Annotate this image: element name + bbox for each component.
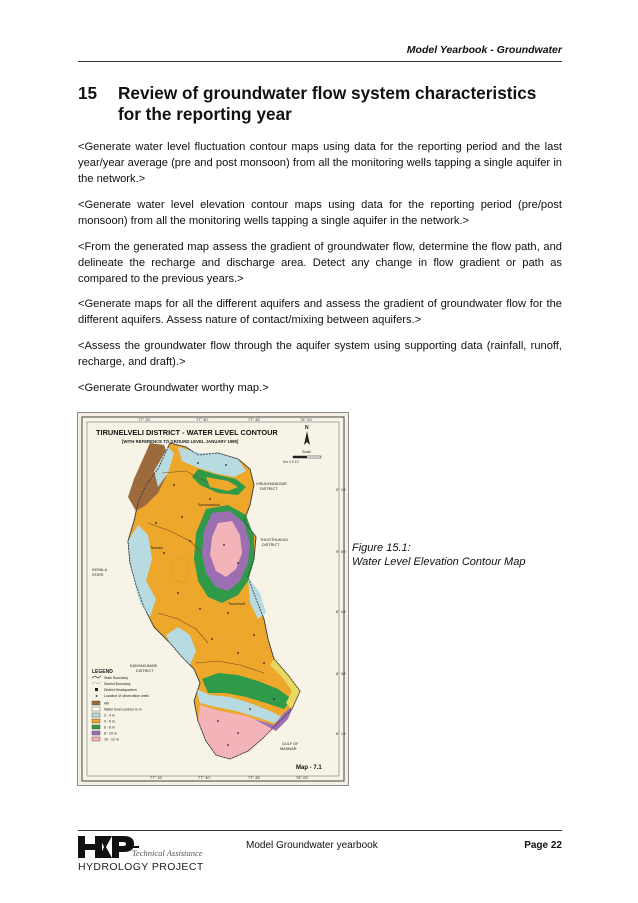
region-kerala-1: KERALA <box>92 568 107 572</box>
footer-rule <box>78 830 562 831</box>
contour-map-figure <box>77 412 349 786</box>
paragraph-4: <Generate maps for all the different aquifers and assess the gradient of groundwater flow for the different aquifers. Assess nature of contact/mixing between aquifers.> <box>78 298 562 326</box>
map-number-label: Map - 7.1 <box>296 765 322 771</box>
paragraph-6: <Generate Groundwater worthy map.> <box>78 382 269 394</box>
region-gulf-2: MANNAR <box>280 747 297 751</box>
region-kanyakumari-2: DISTRICT <box>136 669 154 673</box>
footer-document-title: Model Groundwater yearbook <box>246 840 378 851</box>
lon-top-2: 77° 30' <box>196 417 209 422</box>
region-gulf-1: GULF OF <box>282 742 299 746</box>
paragraph-2: <Generate water level elevation contour maps using data for the reporting period (pre/post monsoon) from all the monitoring wells tapping a single aquifer in the network.> <box>78 199 562 227</box>
lon-bottom-2: 77° 30' <box>198 775 211 780</box>
legend-swatch-label: 6 - 8 m <box>104 725 115 730</box>
region-virudhunagar-1: VIRUDHUNAGAR <box>256 482 287 486</box>
map-subtitle: [WITH REFERENCE TO GROUND LEVEL JANUARY 1989] <box>122 439 239 444</box>
logo-name: HYDROLOGY PROJECT <box>78 861 204 873</box>
section-number: 15 <box>78 83 98 103</box>
header-rule <box>78 61 562 62</box>
legend-swatch-label: 4 - 6 m <box>104 719 115 724</box>
town-label-3: Tirunelveli <box>228 602 246 606</box>
legend-swatch-label: 8 - 10 m <box>104 731 117 736</box>
lat-1: 9° 15' <box>336 487 347 492</box>
map-title: TIRUNELVELI DISTRICT - WATER LEVEL CONTOUR <box>96 428 278 437</box>
legend-swatch-label: Water level contour in m <box>104 707 142 712</box>
paragraph-3: <From the generated map assess the gradient of groundwater flow, determine the flow path, and delineate the recharge and discharge area. Detect any change in flow gradient or path as compared to the previous years.> <box>78 241 562 285</box>
contour-map <box>78 413 348 785</box>
lon-bottom-1: 77° 15' <box>150 775 163 780</box>
region-virudhunagar-2: DISTRICT <box>260 487 278 491</box>
town-label-1: Sankarankoil <box>198 503 220 507</box>
lat-2: 9° 00' <box>336 549 347 554</box>
region-thoothukudi-1: THOOTHUKUDI <box>260 538 288 542</box>
running-header: Model Yearbook - Groundwater <box>406 44 562 56</box>
region-kanyakumari-1: KANYAKUMARI <box>130 664 158 668</box>
legend-title: LEGEND <box>92 669 113 675</box>
lon-bottom-4: 78° 00' <box>296 775 309 780</box>
lon-top-3: 77° 45' <box>248 417 261 422</box>
logo-tagline: Technical Assistance <box>132 848 203 858</box>
region-kerala-2: STATE <box>92 573 104 577</box>
scale-label: Scale <box>302 450 311 454</box>
lon-top-4: 78° 00' <box>300 417 313 422</box>
figure-caption-number: Figure 15.1: <box>352 542 411 554</box>
legend-swatch <box>92 737 100 741</box>
lon-bottom-3: 77° 45' <box>248 775 261 780</box>
legend-line-2: District Boundary <box>104 682 131 686</box>
legend-swatch-label: 10 - 12 m <box>104 737 119 742</box>
legend-line-4: Location of observation wells <box>104 694 149 698</box>
scale-units: Km 0 5 10 <box>283 460 299 464</box>
legend-swatch <box>92 725 100 729</box>
town-label-2: Tenkasi <box>150 546 163 550</box>
legend-swatch <box>92 707 100 711</box>
legend-swatch <box>92 713 100 717</box>
figure-caption-title: Water Level Elevation Contour Map <box>352 556 526 568</box>
lon-top-1: 77° 15' <box>138 417 151 422</box>
legend-swatch <box>92 731 100 735</box>
region-thoothukudi-2: DISTRICT <box>262 543 280 547</box>
figure-caption <box>352 541 525 569</box>
section-title: Review of groundwater flow system characteristics for the reporting year <box>118 83 537 124</box>
lat-3: 8° 45' <box>336 609 347 614</box>
legend-swatch <box>92 719 100 723</box>
legend-swatch-label: Hill <box>104 701 109 706</box>
legend-swatch <box>92 701 100 705</box>
legend-swatch-label: 2 - 4 m <box>104 713 115 718</box>
legend-line-3: District Headquarters <box>104 688 137 692</box>
section-heading <box>78 83 562 125</box>
svg-text:N: N <box>305 425 309 431</box>
paragraph-5: <Assess the groundwater flow through the aquifer system using supporting data (rainfall, runoff, recharge, and draft).> <box>78 340 562 368</box>
footer-page-number: Page 22 <box>524 840 562 851</box>
paragraph-1: <Generate water level fluctuation contour maps using data for the reporting period and the last year/year average (pre and post monsoon) from all the monitoring wells tapping a single aquifer in the network.> <box>78 141 562 185</box>
legend-line-1: State Boundary <box>104 676 129 680</box>
lat-4: 8° 30' <box>336 671 347 676</box>
lat-5: 8° 15' <box>336 731 347 736</box>
